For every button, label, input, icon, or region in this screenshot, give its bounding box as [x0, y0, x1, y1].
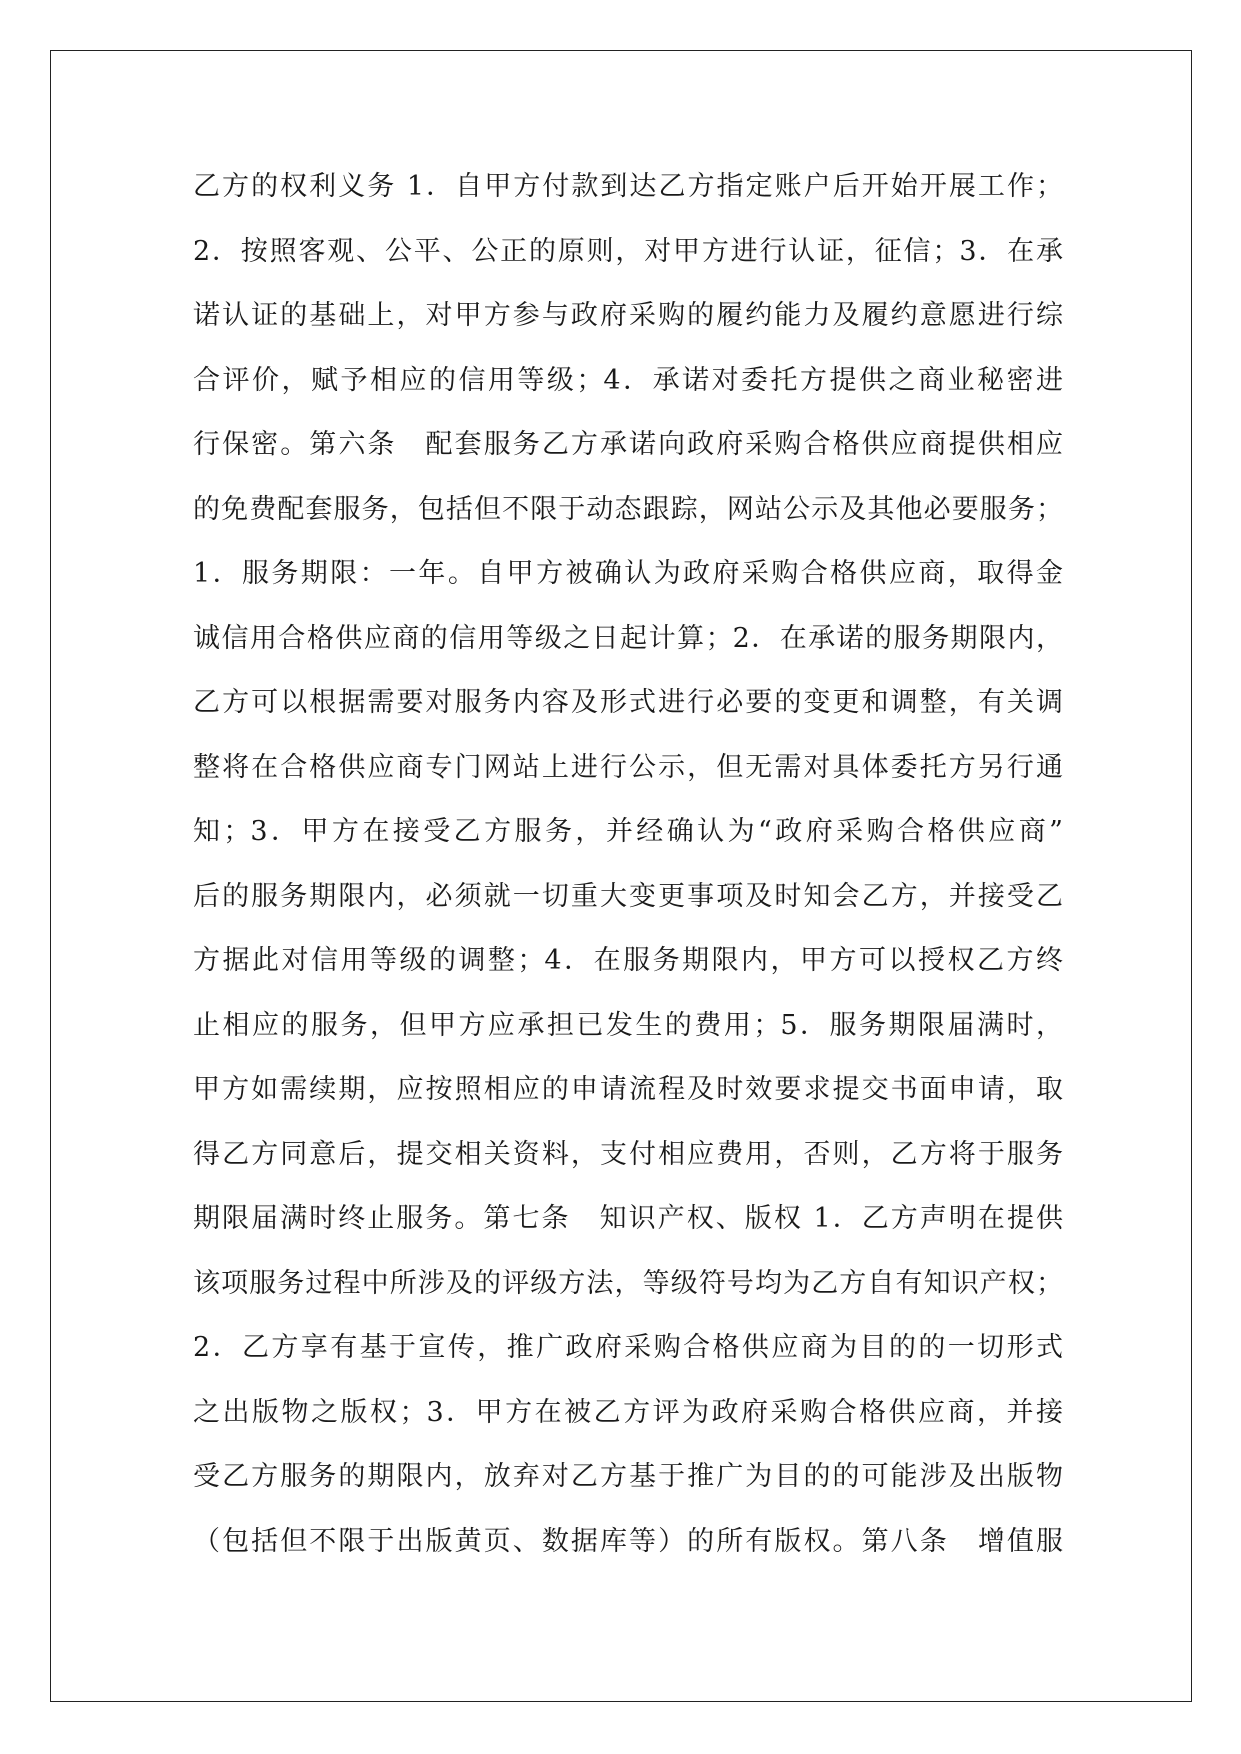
text-line: 诺认证的基础上，对甲方参与政府采购的履约能力及履约意愿进行综: [193, 300, 1063, 331]
text-line: 后的服务期限内，必须就一切重大变更事项及时知会乙方，并接受乙: [193, 880, 1063, 912]
text-line: 乙方可以根据需要对服务内容及形式进行必要的变更和调整，有关调: [193, 687, 1063, 718]
text-line: 受乙方服务的期限内，放弃对乙方基于推广为目的的可能涉及出版物: [193, 1461, 1063, 1492]
text-line: （包括但不限于出版黄页、数据库等）的所有版权。第八条 增值服: [193, 1525, 1063, 1557]
text-line: 该项服务过程中所涉及的评级方法，等级符号均为乙方自有知识产权；: [193, 1267, 1063, 1299]
text-line: 知；3．甲方在接受乙方服务，并经确认为“政府采购合格供应商”: [193, 816, 1063, 847]
text-line: 期限届满时终止服务。第七条 知识产权、版权 1．乙方声明在提供: [193, 1203, 1063, 1234]
text-line: 方据此对信用等级的调整；4．在服务期限内，甲方可以授权乙方终: [193, 945, 1063, 976]
contract-body-text: [193, 155, 1063, 1574]
text-line: 乙方的权利义务 1．自甲方付款到达乙方指定账户后开始开展工作；: [193, 171, 1063, 202]
text-line: 2．乙方享有基于宣传，推广政府采购合格供应商为目的的一切形式: [193, 1332, 1063, 1363]
text-line: 之出版物之版权；3．甲方在被乙方评为政府采购合格供应商，并接: [193, 1396, 1063, 1428]
text-line: 的免费配套服务，包括但不限于动态跟踪，网站公示及其他必要服务；: [193, 493, 1063, 525]
text-line: 整将在合格供应商专门网站上进行公示，但无需对具体委托方另行通: [193, 751, 1063, 783]
text-line: 甲方如需续期，应按照相应的申请流程及时效要求提交书面申请，取: [193, 1074, 1063, 1105]
text-line: 得乙方同意后，提交相关资料，支付相应费用，否则，乙方将于服务: [193, 1138, 1063, 1170]
text-line: 诚信用合格供应商的信用等级之日起计算；2．在承诺的服务期限内，: [193, 622, 1063, 654]
text-line: 合评价，赋予相应的信用等级；4．承诺对委托方提供之商业秘密进: [193, 364, 1063, 396]
text-line: 行保密。第六条 配套服务乙方承诺向政府采购合格供应商提供相应: [193, 429, 1063, 460]
text-line: 止相应的服务，但甲方应承担已发生的费用；5．服务期限届满时，: [193, 1009, 1063, 1041]
text-line: 2．按照客观、公平、公正的原则，对甲方进行认证，征信；3．在承: [193, 235, 1063, 267]
text-line: 1．服务期限：一年。自甲方被确认为政府采购合格供应商，取得金: [193, 558, 1063, 589]
